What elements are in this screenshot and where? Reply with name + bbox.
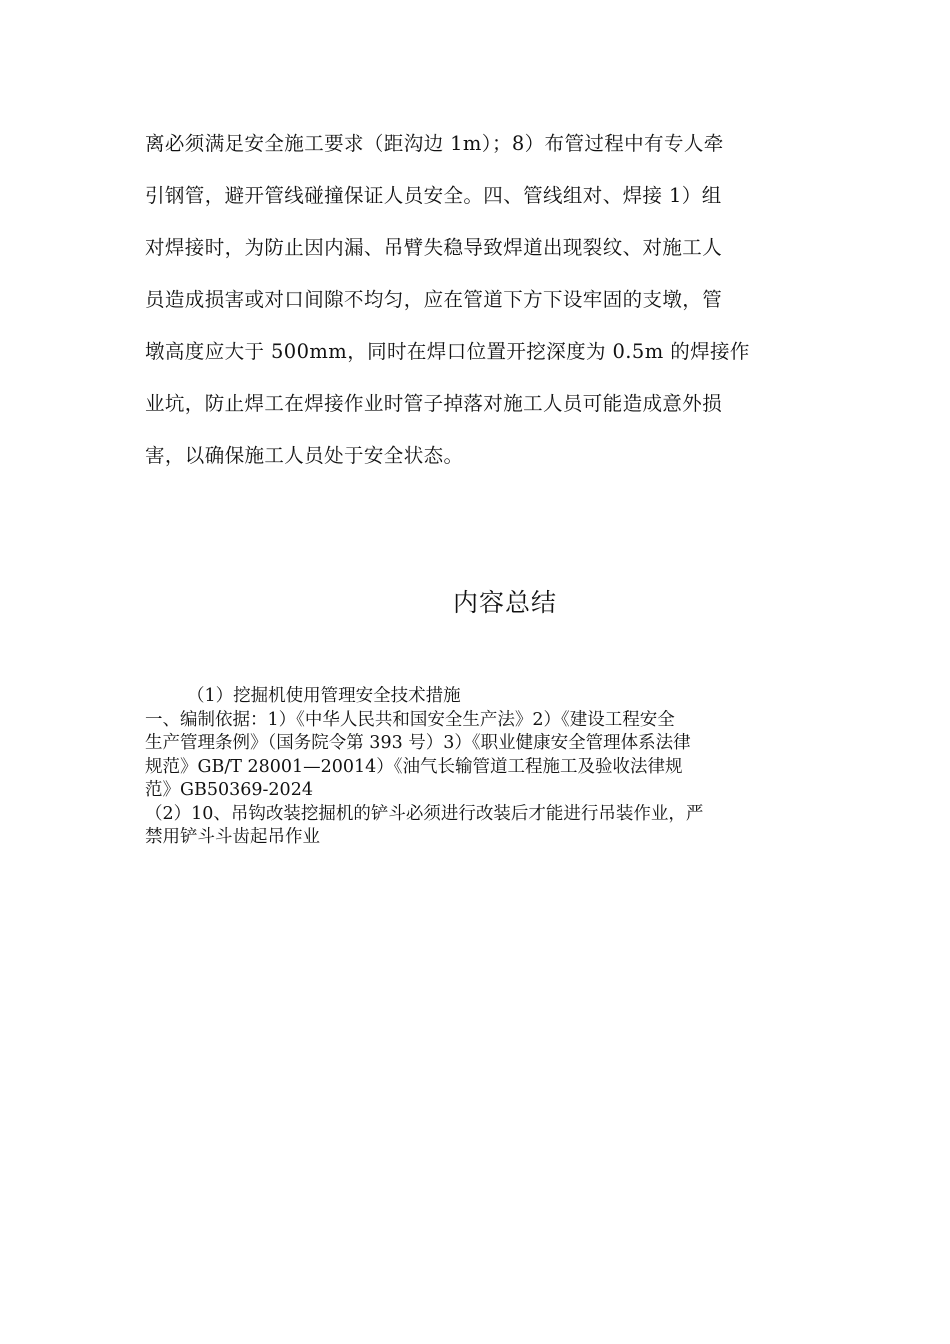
summary-line: 生产管理条例》（国务院令第 393 号）3）《职业健康安全管理体系法律 <box>145 733 691 753</box>
summary-line: （1）挖掘机使用管理安全技术措施 <box>187 686 461 706</box>
summary-line: （2）10、吊钩改装挖掘机的铲斗必须进行改装后才能进行吊装作业，严 <box>145 803 704 824</box>
summary-line: 禁用铲斗斗齿起吊作业 <box>145 827 320 847</box>
summary-line: 规范》GB/T 28001—20014）《油气长输管道工程施工及验收法律规 <box>145 756 683 777</box>
body-line: 离必须满足安全施工要求（距沟边 1m）；8）布管过程中有专人牵 <box>145 132 724 155</box>
summary-line: 范》GB50369-2024 <box>145 780 313 800</box>
summary-section <box>145 685 810 850</box>
summary-line: 一、编制依据：1）《中华人民共和国安全生产法》2）《建设工程安全 <box>145 709 675 730</box>
body-line: 墩高度应大于 500mm，同时在焊口位置开挖深度为 0.5m 的焊接作 <box>145 340 750 363</box>
body-paragraph <box>145 118 805 482</box>
body-line: 业坑，防止焊工在焊接作业时管子掉落对施工人员可能造成意外损 <box>145 392 723 415</box>
body-line: 对焊接时，为防止因内漏、吊臂失稳导致焊道出现裂纹、对施工人 <box>145 236 723 259</box>
body-line: 引钢管，避开管线碰撞保证人员安全。四、管线组对、焊接 1）组 <box>145 184 722 207</box>
body-line: 害，以确保施工人员处于安全状态。 <box>145 444 464 467</box>
summary-title: 内容总结 <box>452 588 557 617</box>
body-line: 员造成损害或对口间隙不均匀，应在管道下方下设牢固的支墩，管 <box>145 288 723 311</box>
